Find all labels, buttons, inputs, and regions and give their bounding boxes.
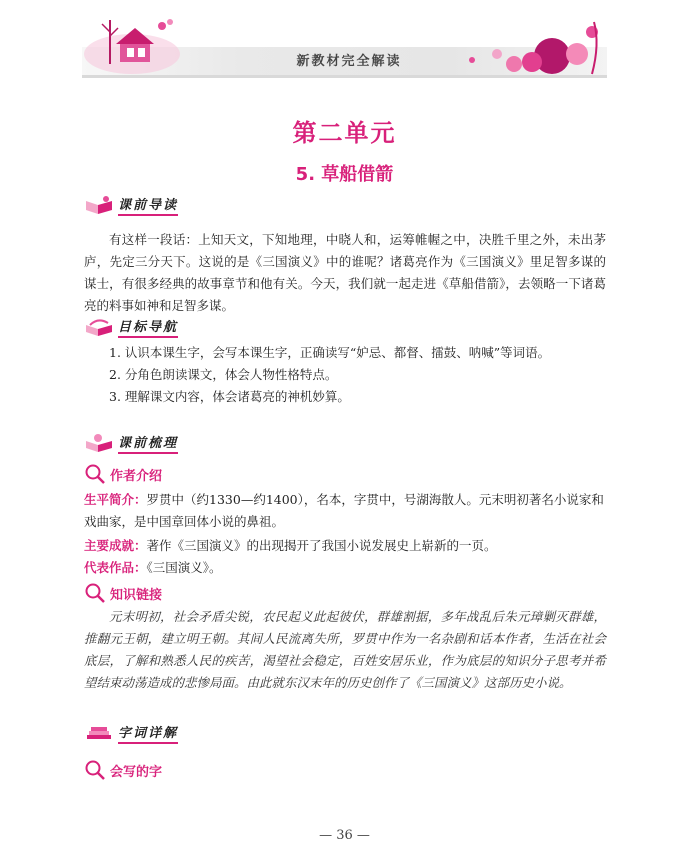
author-achievement-value: 著作《三国演义》的出现揭开了我国小说发展史上崭新的一页。	[146, 538, 497, 553]
unit-title: 第二单元	[292, 118, 397, 147]
book-icon	[84, 195, 114, 215]
header-title: 新教材完全解读	[296, 54, 402, 69]
book-icon	[84, 433, 114, 453]
author-bio	[84, 489, 606, 533]
lesson-title: 5. 草船借箭	[295, 164, 394, 185]
flowers-decoration-icon	[442, 14, 607, 76]
author-heading	[84, 463, 162, 485]
page-header	[82, 14, 607, 76]
book-icon	[84, 317, 114, 337]
goal-item: 1. 认识本课生字，会写本课生字，正确读写“妒忌、都督、擂鼓、呐喊”等词语。	[109, 345, 551, 360]
section-goals-heading	[84, 317, 178, 337]
section-overview-heading	[84, 433, 178, 453]
knowledge-paragraph: 元末明初，社会矛盾尖锐，农民起义此起彼伏，群雄割据，多年战乱后朱元璋剿灭群雄，推翻元王朝，建立明王朝。其间人民流离失所，罗贯中作为一名杂剧和话本作者，生活在社会底层，了解和熟悉人民的疾苦，渴望社会稳定，百姓安居乐业，作为底层的知识分子思考并希望结束动荡造成的悲惨局面。由此就东汉末年的历史创作了《三国演义》这部历史小说。	[84, 609, 606, 690]
magnifier-icon	[84, 582, 108, 604]
author-bio-key: 生平简介：	[84, 492, 147, 507]
magnifier-icon	[84, 759, 108, 781]
section-preview-label: 课前导读	[118, 194, 178, 216]
author-works-key: 代表作品：	[84, 560, 147, 575]
author-works	[84, 557, 606, 579]
page-number: — 36 —	[319, 828, 370, 843]
author-heading-label: 作者介绍	[110, 468, 163, 484]
knowledge-heading	[84, 582, 162, 604]
author-bio-value: 罗贯中（约1330—约1400），名本，字贯中，号湖海散人。元末明初著名小说家和戏曲家，是中国章回体小说的鼻祖。	[84, 492, 604, 529]
author-achievement	[84, 535, 606, 557]
book-icon	[84, 723, 114, 743]
magnifier-icon	[84, 463, 108, 485]
section-vocab-label: 字词详解	[118, 722, 178, 744]
knowledge-heading-label: 知识链接	[110, 587, 163, 603]
section-vocab-heading	[84, 723, 178, 743]
section-preview-heading	[84, 195, 178, 215]
writing-chars-heading	[84, 759, 162, 781]
author-achievement-key: 主要成就：	[84, 538, 147, 553]
goal-item: 3. 理解课文内容，体会诸葛亮的神机妙算。	[109, 389, 350, 404]
goals-list	[84, 342, 606, 408]
author-works-value: 《三国演义》。	[146, 560, 222, 575]
section-goals-label: 目标导航	[118, 316, 178, 338]
goal-item: 2. 分角色朗读课文，体会人物性格特点。	[109, 367, 338, 382]
preview-paragraph: 有这样一段话：上知天文，下知地理，中晓人和，运筹帷幄之中，决胜千里之外，未出茅庐，先定三分天下。这说的是《三国演义》中的谁呢？诸葛亮作为《三国演义》里足智多谋的谋士，有很多经典的故事章节和他有关。今天，我们就一起走进《草船借箭》，去领略一下诸葛亮的料事如神和足智多谋。	[84, 232, 606, 313]
house-tree-decoration-icon	[82, 14, 192, 76]
section-overview-label: 课前梳理	[118, 432, 178, 454]
writing-chars-heading-label: 会写的字	[110, 764, 163, 780]
